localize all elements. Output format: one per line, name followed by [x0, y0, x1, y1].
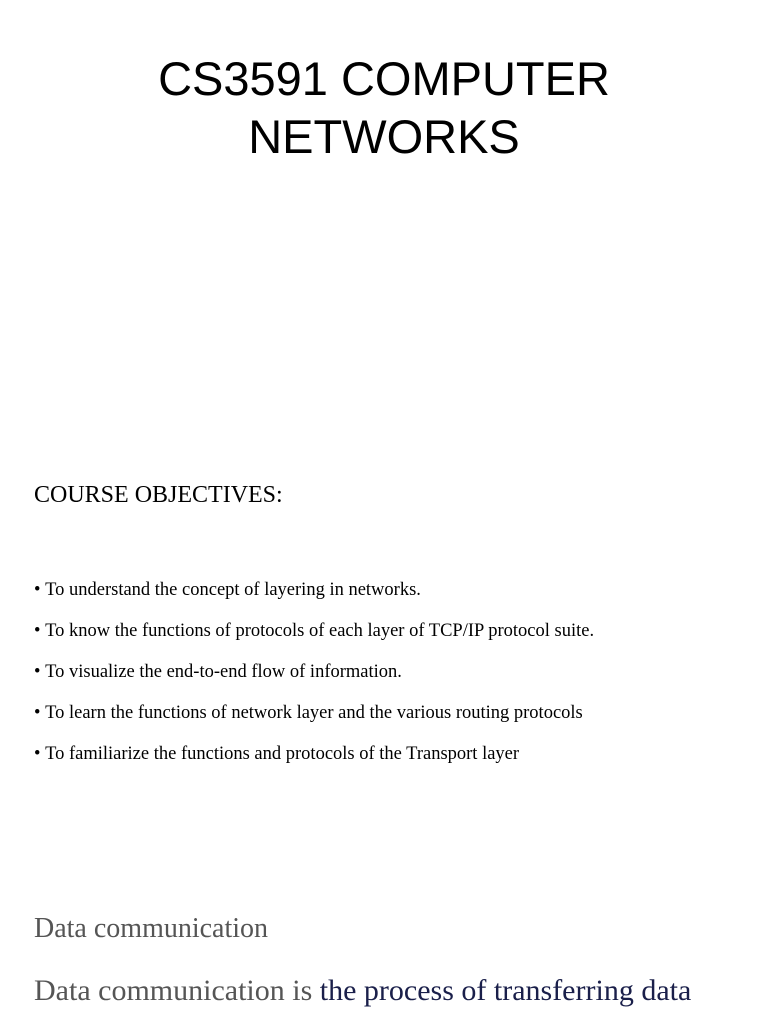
title-line-1: CS3591 COMPUTER — [158, 52, 610, 105]
course-objectives-list — [34, 576, 594, 781]
document-title — [0, 50, 768, 166]
objective-item: • To understand the concept of layering in networks. — [34, 576, 594, 617]
objective-item: • To learn the functions of network layer and the various routing protocols — [34, 699, 594, 740]
objective-item: • To know the functions of protocols of each layer of TCP/IP protocol suite. — [34, 617, 594, 658]
data-communication-heading: Data communication — [34, 913, 269, 944]
data-communication-paragraph — [34, 970, 768, 1012]
objective-item: • To visualize the end-to-end flow of information. — [34, 658, 594, 699]
title-line-2: NETWORKS — [248, 110, 520, 163]
objective-item: • To familiarize the functions and protocols of the Transport layer — [34, 740, 594, 781]
paragraph-highlight: the process of transferring data — [319, 974, 692, 1007]
paragraph-lead: Data communication is — [34, 974, 320, 1007]
course-objectives-heading: COURSE OBJECTIVES: — [34, 482, 283, 508]
